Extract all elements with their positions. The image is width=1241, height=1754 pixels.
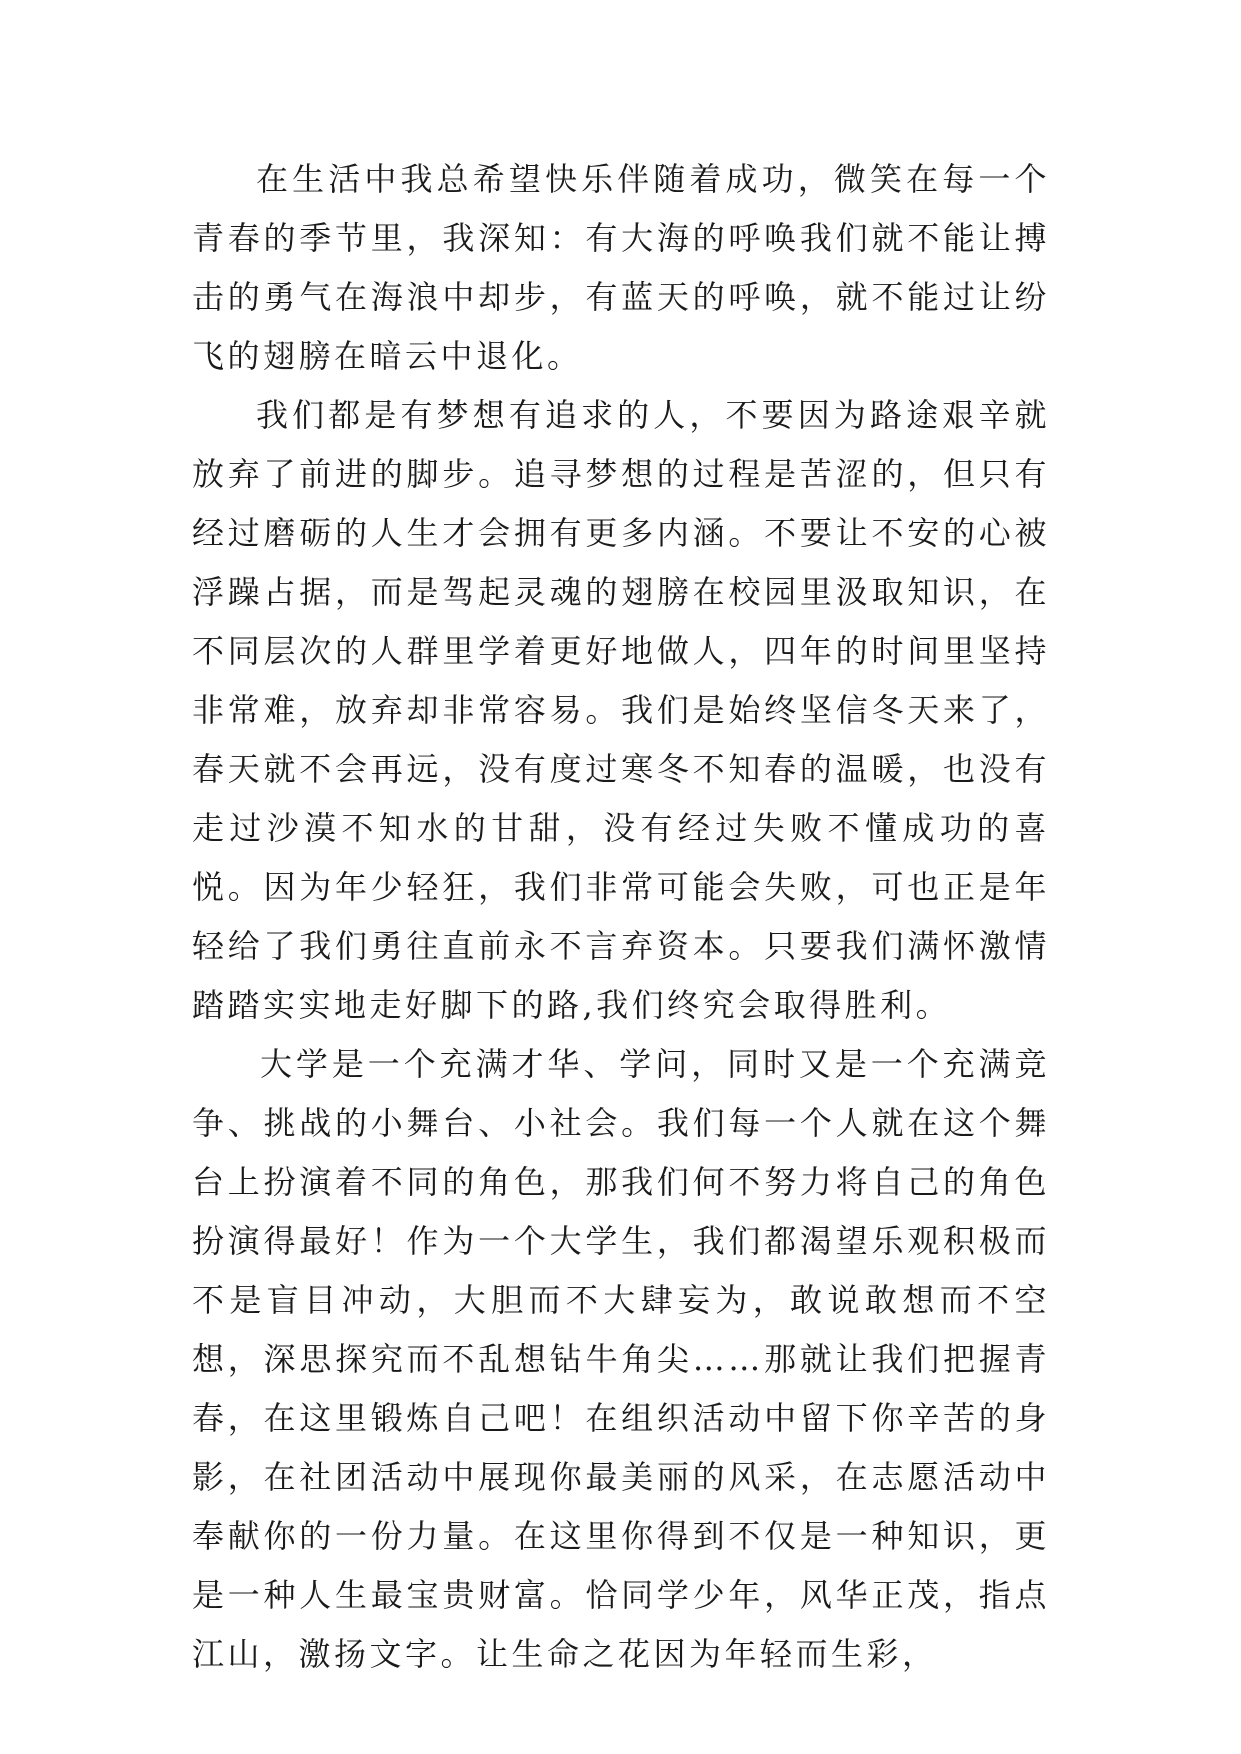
- paragraph-3: 大学是一个充满才华、学问，同时又是一个充满竞争、挑战的小舞台、小社会。我们每一个人就在这个舞台上扮演着不同的角色，那我们何不努力将自己的角色扮演得最好！作为一个大学生，我们都渴望乐观积极而不是盲目冲动，大胆而不大肆妄为，敢说敢想而不空想，深思探究而不乱想钻牛角尖……那就让我们把握青春，在这里锻炼自己吧！在组织活动中留下你辛苦的身影，在社团活动中展现你最美丽的风采，在志愿活动中奉献你的一份力量。在这里你得到不仅是一种知识，更是一种人生最宝贵财富。恰同学少年，风华正茂，指点江山，激扬文字。让生命之花因为年轻而生彩，: [192, 1045, 1050, 1673]
- document-body: [192, 150, 1050, 1684]
- paragraph-1: 在生活中我总希望快乐伴随着成功，微笑在每一个青春的季节里，我深知：有大海的呼唤我们就不能让搏击的勇气在海浪中却步，有蓝天的呼唤，就不能过让纷飞的翅膀在暗云中退化。: [192, 160, 1050, 375]
- paragraph-2: 我们都是有梦想有追求的人，不要因为路途艰辛就放弃了前进的脚步。追寻梦想的过程是苦涩的，但只有经过磨砺的人生才会拥有更多内涵。不要让不安的心被浮躁占据，而是驾起灵魂的翅膀在校园里汲取知识，在不同层次的人群里学着更好地做人，四年的时间里坚持非常难，放弃却非常容易。我们是始终坚信冬天来了，春天就不会再远，没有度过寒冬不知春的温暖，也没有走过沙漠不知水的甘甜，没有经过失败不懂成功的喜悦。因为年少轻狂，我们非常可能会失败，可也正是年轻给了我们勇往直前永不言弃资本。只要我们满怀激情踏踏实实地走好脚下的路,我们终究会取得胜利。: [192, 396, 1050, 1024]
